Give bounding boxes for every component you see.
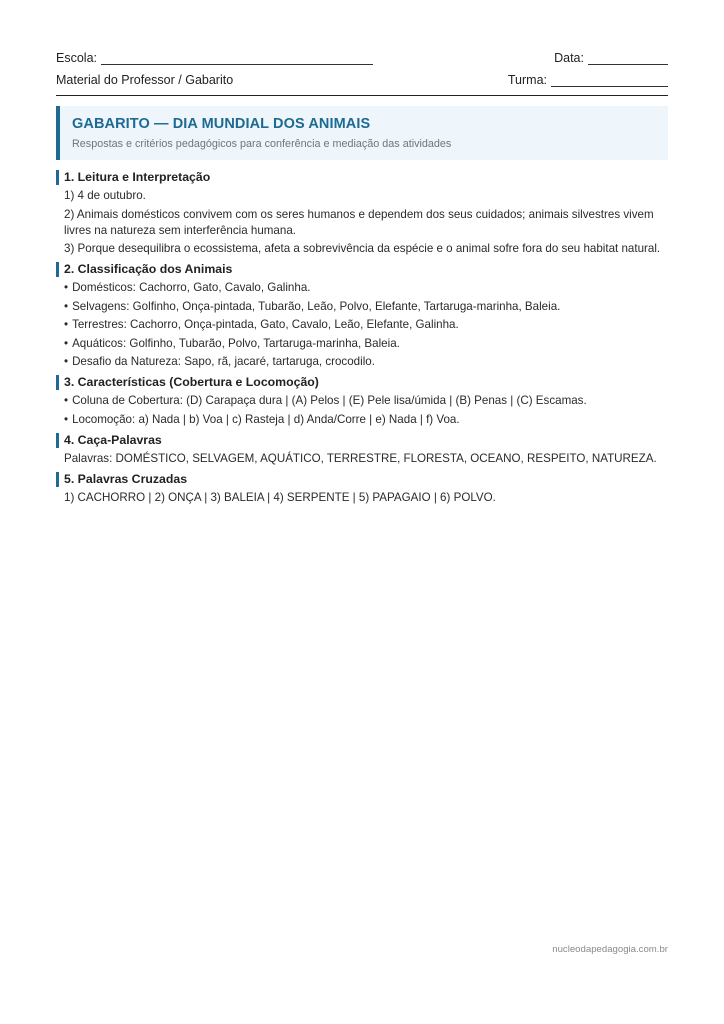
data-label: Data: (554, 51, 584, 65)
header-row-top (56, 51, 668, 69)
bullet-item: • Coluna de Cobertura: (D) Carapaça dura | (A) Pelos | (E) Pele lisa/úmida | (B) Penas | (C) Escamas. (56, 393, 668, 409)
answer-line: 3) Porque desequilibra o ecossistema, afeta a sobrevivência da espécie e o animal sofre fora do seu habitat natural. (64, 242, 661, 255)
section-palavras-cruzadas (56, 471, 668, 506)
turma-label: Turma: (507, 73, 547, 87)
bullet-item: • Terrestres: Cachorro, Onça-pintada, Gato, Cavalo, Leão, Elefante, Galinha. (56, 317, 668, 333)
section-title: 5. Palavras Cruzadas (56, 471, 668, 487)
header-row-bottom (56, 73, 668, 91)
section-title: 4. Caça-Palavras (56, 432, 668, 448)
bullet-item: • Locomoção: a) Nada | b) Voa | c) Rasteja | d) Anda/Corre | e) Nada | f) Voa. (56, 412, 668, 428)
page-subtitle: Respostas e critérios pedagógicos para conferência e mediação das atividades (72, 138, 452, 150)
answer-key-content (56, 169, 668, 510)
section-title: 3. Características (Cobertura e Locomoção) (56, 374, 668, 390)
bullet-item: • Desafio da Natureza: Sapo, rã, jacaré, tartaruga, crocodilo. (56, 354, 668, 370)
bullet-item: • Aquáticos: Golfinho, Tubarão, Polvo, Tartaruga-marinha, Baleia. (56, 336, 668, 352)
section-classificacao (56, 261, 668, 370)
section-caca-palavras (56, 432, 668, 467)
footer-site: nucleodapedagogia.com.br (552, 944, 668, 955)
worksheet-page (56, 0, 668, 1024)
escola-label: Escola: (56, 51, 97, 65)
turma-field (508, 73, 668, 87)
section-caracteristicas (56, 374, 668, 428)
answer-line: 1) CACHORRO | 2) ONÇA | 3) BALEIA | 4) SERPENTE | 5) PAPAGAIO | 6) POLVO. (64, 490, 496, 504)
answer-line: Palavras: DOMÉSTICO, SELVAGEM, AQUÁTICO, TERRESTRE, FLORESTA, OCEANO, RESPEITO, NATUREZA. (64, 451, 657, 465)
data-blank-line (588, 52, 668, 65)
bullet-item: • Domésticos: Cachorro, Gato, Cavalo, Galinha. (56, 280, 668, 296)
header-divider (56, 95, 668, 96)
bullet-item: • Selvagens: Golfinho, Onça-pintada, Tubarão, Leão, Polvo, Elefante, Tartaruga-marinha, Baleia. (56, 299, 668, 315)
escola-field (56, 51, 373, 65)
answer-line: 2) Animais domésticos convivem com os seres humanos e dependem dos seus cuidados; animais silvestres vivem livres na natureza sem interferência humana. (64, 207, 654, 237)
turma-blank-line (551, 74, 668, 87)
section-leitura (56, 169, 668, 257)
section-title: 1. Leitura e Interpretação (56, 169, 668, 185)
material-label: Material do Professor / Gabarito (56, 73, 234, 87)
answer-line: 1) 4 de outubro. (64, 189, 146, 202)
material-label-wrap (56, 73, 233, 87)
title-banner (56, 106, 668, 160)
page-title: GABARITO — DIA MUNDIAL DOS ANIMAIS (72, 116, 371, 132)
escola-blank-line (101, 52, 373, 65)
data-field (554, 51, 668, 65)
section-title: 2. Classificação dos Animais (56, 261, 668, 277)
